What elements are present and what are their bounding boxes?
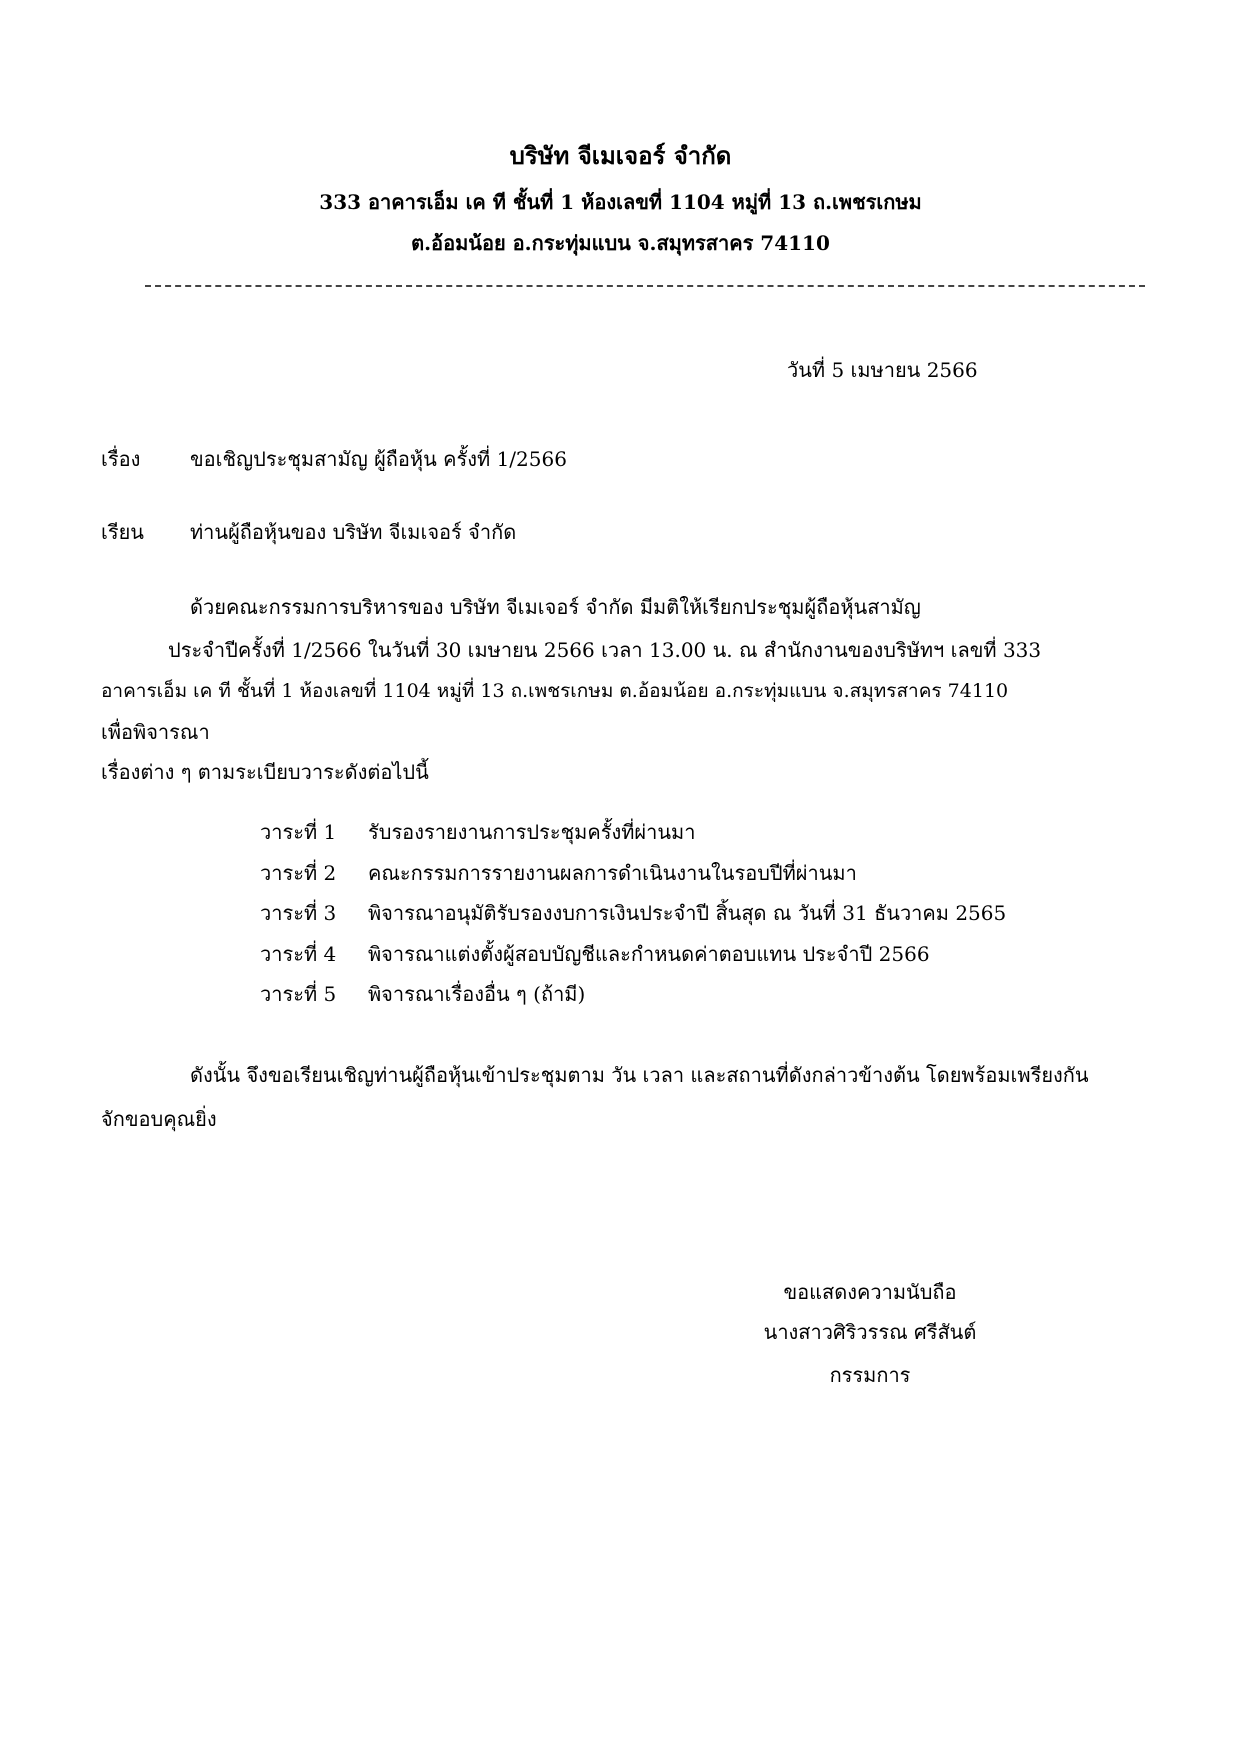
agenda-item [260,861,1006,902]
body-line-3: อาคารเอ็ม เค ที ชั้นที่ 1 ห้องเลขที่ 1104 หมู่ที่ 13 ถ.เพชรเกษม ต.อ้อมน้อย อ.กระทุ่มแบน จ.สมุทรสาคร 74110 [101,680,1009,702]
closing-line-2: จักขอบคุณยิ่ง [101,1107,217,1131]
subject-value: ขอเชิญประชุมสามัญ ผู้ถือหุ้น ครั้งที่ 1/2566 [190,447,567,471]
agenda-text: พิจารณาเรื่องอื่น ๆ (ถ้ามี) [368,982,586,1006]
closing-line-1: ดังนั้น จึงขอเรียนเชิญท่านผู้ถือหุ้นเข้าประชุมตาม วัน เวลา และสถานที่ดังกล่าวข้างต้น โดยพร้อมเพรียงกัน [190,1063,1089,1087]
company-address-line1: 333 อาคารเอ็ม เค ที ชั้นที่ 1 ห้องเลขที่ 1104 หมู่ที่ 13 ถ.เพชรเกษม [319,190,922,214]
signature-title: กรรมการ [829,1363,911,1387]
recipient-label: เรียน [101,520,144,544]
agenda-number: วาระที่ 3 [260,901,337,925]
agenda-item [260,820,1006,861]
company-address-line2: ต.อ้อมน้อย อ.กระทุ่มแบน จ.สมุทรสาคร 74110 [411,231,830,255]
body-line-5: เรื่องต่าง ๆ ตามระเบียบวาระดังต่อไปนี้ [101,760,429,784]
agenda-text: พิจารณาอนุมัติรับรองงบการเงินประจำปี สิ้นสุด ณ วันที่ 31 ธันวาคม 2565 [368,901,1007,925]
agenda-item [260,942,1006,983]
recipient-value: ท่านผู้ถือหุ้นของ บริษัท จีเมเจอร์ จำกัด [190,520,517,544]
body-line-1: ด้วยคณะกรรมการบริหารของ บริษัท จีเมเจอร์ จำกัด มีมติให้เรียกประชุมผู้ถือหุ้นสามัญ [190,595,921,619]
company-name: บริษัท จีเมเจอร์ จำกัด [509,141,732,170]
body-line-2: ประจำปีครั้งที่ 1/2566 ในวันที่ 30 เมษายน 2566 เวลา 13.00 น. ณ สำนักงานของบริษัทฯ เลขที่ 333 [168,638,1042,662]
agenda-number: วาระที่ 2 [260,860,337,885]
agenda-number: วาระที่ 1 [260,820,337,844]
agenda-list [260,820,1006,1023]
signature-regards: ขอแสดงความนับถือ [783,1280,957,1304]
header-divider [145,285,1145,287]
body-line-4: เพื่อพิจารณา [101,720,210,744]
agenda-item [260,901,1006,942]
agenda-text: คณะกรรมการรายงานผลการดำเนินงานในรอบปีที่ผ่านมา [368,860,857,885]
agenda-text: รับรองรายงานการประชุมครั้งที่ผ่านมา [368,820,696,844]
agenda-number: วาระที่ 5 [260,982,337,1006]
agenda-text: พิจารณาแต่งตั้งผู้สอบบัญชีและกำหนดค่าตอบแทน ประจำปี 2566 [368,941,930,966]
subject-label: เรื่อง [101,447,141,471]
agenda-number: วาระที่ 4 [260,941,337,966]
signature-name: นางสาวศิริวรรณ ศรีสันต์ [763,1320,977,1344]
agenda-item [260,982,1006,1023]
letter-date: วันที่ 5 เมษายน 2566 [787,358,978,382]
